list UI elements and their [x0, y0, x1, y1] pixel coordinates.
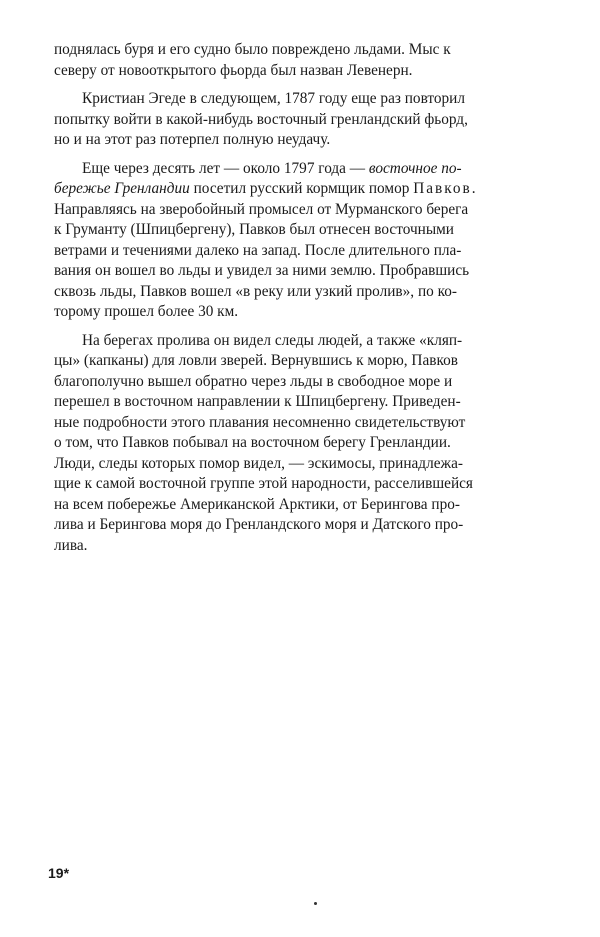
text-line: к Груманту (Шпицбергену), Павков был отнесен восточными [54, 221, 454, 238]
italic-segment: бережье Гренландии [54, 180, 190, 197]
print-dot [314, 902, 317, 905]
text-line: на всем побережье Американской Арктики, от Берингова про- [54, 495, 461, 513]
text-line: северу от новооткрытого фьорда был назван Левенерн. [54, 61, 413, 79]
text-line [54, 159, 552, 180]
paragraph-4 [54, 331, 552, 557]
text-line: лива и Берингова моря до Гренландского моря и Датского про- [54, 516, 464, 533]
text-line: о том, что Павков побывал на восточном берегу Гренландии. [54, 434, 451, 451]
text-segment: Еще через десять лет — около 1797 года — [82, 159, 369, 177]
text-line: сквозь льды, Павков вошел «в реку или узкий пролив», по ко- [54, 282, 457, 300]
page-body [54, 40, 552, 564]
paragraph-2 [54, 89, 552, 151]
text-line: лива. [54, 536, 88, 554]
text-line: вания он вошел во льды и увидел за ними землю. Пробравшись [54, 262, 470, 279]
spaced-name: Павков. [413, 180, 478, 197]
text-line: Люди, следы которых помор видел, — эскимосы, принадлежа- [54, 454, 463, 472]
text-segment: посетил русский кормщик помор [189, 180, 414, 197]
text-line: Кристиан Эгеде в следующем, 1787 году еще раз повторил [82, 90, 466, 107]
text-line: Направляясь на зверобойный промысел от Мурманского берега [54, 200, 469, 218]
text-line: цы» (капканы) для ловли зверей. Вернувшись к морю, Павков [54, 352, 458, 369]
paragraph-3 [54, 159, 552, 323]
text-line [54, 179, 552, 200]
text-line: попытку войти в какой-нибудь восточный гренландский фьорд, [54, 110, 468, 128]
text-line: но и на этот раз потерпел полную неудачу. [54, 131, 331, 148]
text-line: ветрами и течениями далеко на запад. После длительного пла- [54, 241, 462, 259]
text-line: перешел в восточном направлении к Шпицбергену. Приведен- [54, 393, 461, 410]
text-line: поднялась буря и его судно было повреждено льдами. Мыс к [54, 41, 451, 58]
text-line: торому прошел более 30 км. [54, 303, 239, 320]
text-line: благополучно вышел обратно через льды в свободное море и [54, 372, 453, 390]
text-line: ные подробности этого плавания несомненно свидетельствуют [54, 413, 466, 431]
italic-segment: восточное по- [368, 159, 462, 177]
signature-mark: 19* [48, 865, 70, 881]
paragraph-1 [54, 40, 552, 81]
text-line: щие к самой восточной группе этой народности, расселившейся [54, 475, 473, 492]
text-line: На берегах пролива он видел следы людей, а также «кляп- [82, 331, 463, 349]
